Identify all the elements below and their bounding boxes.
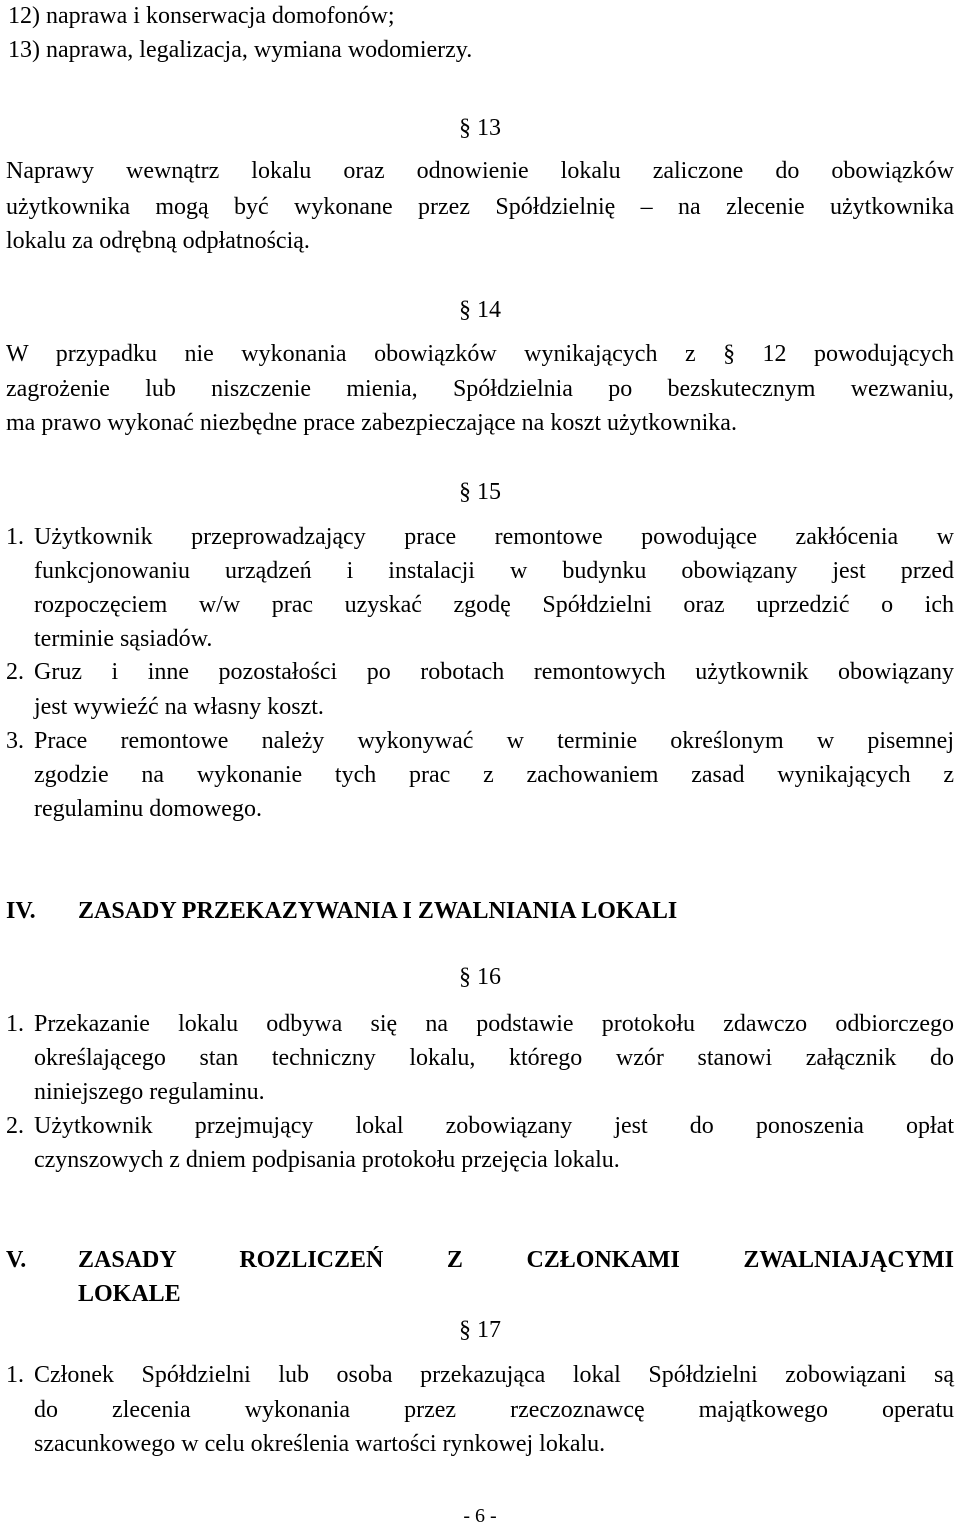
section-heading: § 15 [459,479,501,505]
paragraph-line: W przypadku nie wykonania obowiązków wynikających z § 12 powodujących [6,341,954,367]
list-item-line: Gruz i inne pozostałości po robotach remontowych użytkownik obowiązany [34,659,954,685]
list-item-line: do zlecenia wykonania przez rzeczoznawcę majątkowego operatu [34,1397,954,1423]
list-item: 12) naprawa i konserwacja domofonów; [8,3,395,29]
list-number: 1. [6,1011,24,1037]
list-item: 13) naprawa, legalizacja, wymiana wodomierzy. [8,37,473,63]
paragraph-line: Naprawy wewnątrz lokalu oraz odnowienie lokalu zaliczone do obowiązków [6,158,954,184]
list-item-line: Członek Spółdzielni lub osoba przekazująca lokal Spółdzielni zobowiązani są [34,1362,954,1388]
list-item-line: szacunkowego w celu określenia wartości rynkowej lokalu. [34,1431,606,1457]
section-heading: § 16 [459,964,501,990]
paragraph-line: zagrożenie lub niszczenie mienia, Spółdzielnia po bezskutecznym wezwaniu, [6,376,954,402]
list-item-line: Użytkownik przejmujący lokal zobowiązany jest do ponoszenia opłat [34,1113,954,1139]
list-item-line: niniejszego regulaminu. [34,1079,265,1105]
list-number: 2. [6,1113,24,1139]
list-number: 1. [6,1362,24,1388]
list-item-line: funkcjonowaniu urządzeń i instalacji w budynku obowiązany jest przed [34,558,954,584]
chapter-number: V. [6,1247,27,1273]
paragraph-line: ma prawo wykonać niezbędne prace zabezpieczające na koszt użytkownika. [6,410,737,436]
paragraph-line: lokalu za odrębną odpłatnością. [6,228,310,254]
chapter-title: LOKALE [78,1281,181,1307]
chapter-title: ZASADY ROZLICZEŃ Z CZŁONKAMI ZWALNIAJĄCYMI [78,1247,954,1273]
list-item-line: rozpoczęciem w/w prac uzyskać zgodę Spółdzielni oraz uprzedzić o ich [34,592,954,618]
list-item-line: określającego stan techniczny lokalu, którego wzór stanowi załącznik do [34,1045,954,1071]
paragraph-line: użytkownika mogą być wykonane przez Spółdzielnię – na zlecenie użytkownika [6,194,954,220]
list-item-line: jest wywieźć na własny koszt. [34,694,324,720]
section-heading: § 17 [459,1317,501,1343]
chapter-number: IV. [6,898,36,924]
list-item-line: Użytkownik przeprowadzający prace remontowe powodujące zakłócenia w [34,524,954,550]
section-heading: § 14 [459,297,501,323]
list-item-line: zgodzie na wykonanie tych prac z zachowaniem zasad wynikających z [34,762,954,788]
section-heading: § 13 [459,115,501,141]
list-item-line: Przekazanie lokalu odbywa się na podstawie protokołu zdawczo odbiorczego [34,1011,954,1037]
chapter-title: ZASADY PRZEKAZYWANIA I ZWALNIANIA LOKALI [78,898,678,924]
list-number: 2. [6,659,24,685]
list-number: 3. [6,728,24,754]
list-item-line: terminie sąsiadów. [34,626,213,652]
page-number: - 6 - [463,1505,497,1527]
list-number: 1. [6,524,24,550]
list-item-line: regulaminu domowego. [34,796,262,822]
list-item-line: Prace remontowe należy wykonywać w terminie określonym w pisemnej [34,728,954,754]
list-item-line: czynszowych z dniem podpisania protokołu przejęcia lokalu. [34,1147,620,1173]
